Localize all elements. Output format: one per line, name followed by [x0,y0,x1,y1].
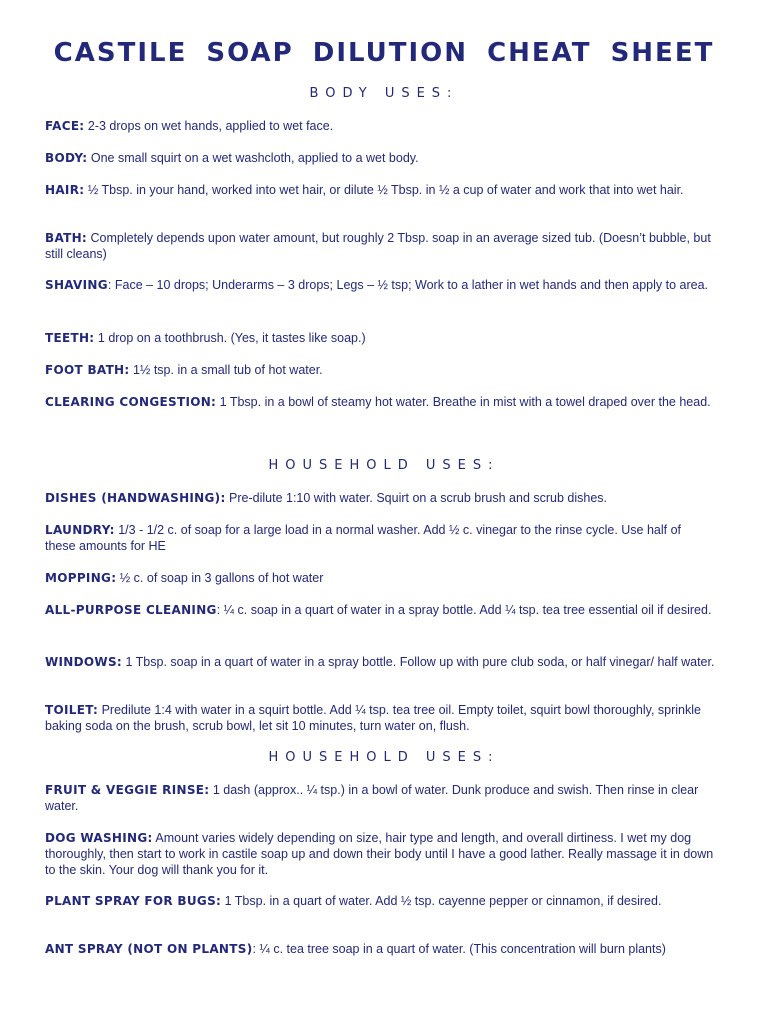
entry-label: DOG WASHING: [45,831,153,845]
entry-text: Completely depends upon water amount, but roughly 2 Tbsp. soap in an average sized tub. (Doesn’t bubble, but still cleans) [45,231,711,261]
entry-fruit-veggie-rinse [45,782,715,814]
entry-label: DISHES (HANDWASHING): [45,491,226,505]
section-heading-household-uses-2: HOUSEHOLD USES: [268,750,500,765]
entry-label: LAUNDRY: [45,523,115,537]
entry-label: SHAVING [45,278,108,292]
entry-text: 2-3 drops on wet hands, applied to wet face. [84,119,334,133]
entry-label: FOOT BATH: [45,363,130,377]
entry-text: 1 Tbsp. soap in a quart of water in a spray bottle. Follow up with pure club soda, or half vinegar/ half water. [121,655,715,669]
entry-text: : ¼ c. tea tree soap in a quart of water. (This concentration will burn plants) [252,942,666,956]
entry-text: Amount varies widely depending on size, hair type and length, and overall dirtiness. I wet my dog thoroughly, then start to work in castile soap up and down their body until I have a good lather. Really massage it in down to the skin. Your dog will thank you for it. [45,831,714,877]
entry-label: CLEARING CONGESTION: [45,395,217,409]
entry-text: 1½ tsp. in a small tub of hot water. [129,363,323,377]
entry-label: ALL-PURPOSE CLEANING [45,603,217,617]
entry-label: TOILET: [45,703,99,717]
section-heading-body-uses: BODY USES: [309,86,459,101]
entry-dog-washing [45,830,715,878]
entry-bath [45,230,715,262]
entry-text: 1 dash (approx.. ¼ tsp.) in a bowl of water. Dunk produce and swish. Then rinse in clear water. [45,783,699,813]
entry-text: : Face – 10 drops; Underarms – 3 drops; Legs – ½ tsp; Work to a lather in wet hands and then apply to area. [107,278,709,292]
entry-shaving [45,277,715,293]
entry-text: Predilute 1:4 with water in a squirt bottle. Add ¼ tsp. tea tree oil. Empty toilet, squirt bowl thoroughly, sprinkle baking soda on the brush, scrub bowl, let sit 10 minutes, turn water on, flush. [45,703,701,733]
entry-plant-spray [45,893,715,909]
entry-foot-bath [45,362,715,378]
entry-label: ANT SPRAY (NOT ON PLANTS) [45,942,253,956]
entry-label: WINDOWS: [45,655,122,669]
section-heading-household-uses: HOUSEHOLD USES: [268,458,500,473]
entry-text: 1 drop on a toothbrush. (Yes, it tastes like soap.) [94,331,366,345]
entry-label: FACE: [45,119,85,133]
entry-ant-spray [45,941,715,957]
entry-label: PLANT SPRAY FOR BUGS: [45,894,222,908]
entry-teeth [45,330,715,346]
entry-laundry [45,522,715,554]
entry-all-purpose-cleaning [45,602,715,618]
entry-dishes [45,490,715,506]
entry-text: ½ Tbsp. in your hand, worked into wet hair, or dilute ½ Tbsp. in ½ a cup of water and work that into wet hair. [84,183,684,197]
entry-toilet [45,702,715,734]
entry-clearing-congestion [45,394,715,410]
entry-label: BATH: [45,231,88,245]
entry-text: One small squirt on a wet washcloth, applied to a wet body. [87,151,419,165]
entry-label: HAIR: [45,183,85,197]
entry-label: TEETH: [45,331,95,345]
entry-face [45,118,715,134]
entry-text: 1 Tbsp. in a bowl of steamy hot water. Breathe in mist with a towel draped over the head. [216,395,711,409]
entry-windows [45,654,715,670]
entry-text: : ¼ c. soap in a quart of water in a spray bottle. Add ¼ tsp. tea tree essential oil if desired. [216,603,712,617]
page-title: CASTILE SOAP DILUTION CHEAT SHEET [53,38,715,68]
entry-text: 1/3 - 1/2 c. of soap for a large load in a normal washer. Add ½ c. vinegar to the rinse cycle. Use half of these amounts for HE [45,523,682,553]
entry-label: FRUIT & VEGGIE RINSE: [45,783,210,797]
entry-body [45,150,715,166]
entry-hair [45,182,715,198]
entry-label: BODY: [45,151,88,165]
entry-mopping [45,570,715,586]
entry-text: ½ c. of soap in 3 gallons of hot water [116,571,324,585]
entry-text: 1 Tbsp. in a quart of water. Add ½ tsp. cayenne pepper or cinnamon, if desired. [221,894,662,908]
entry-label: MOPPING: [45,571,117,585]
entry-text: Pre-dilute 1:10 with water. Squirt on a scrub brush and scrub dishes. [225,491,608,505]
